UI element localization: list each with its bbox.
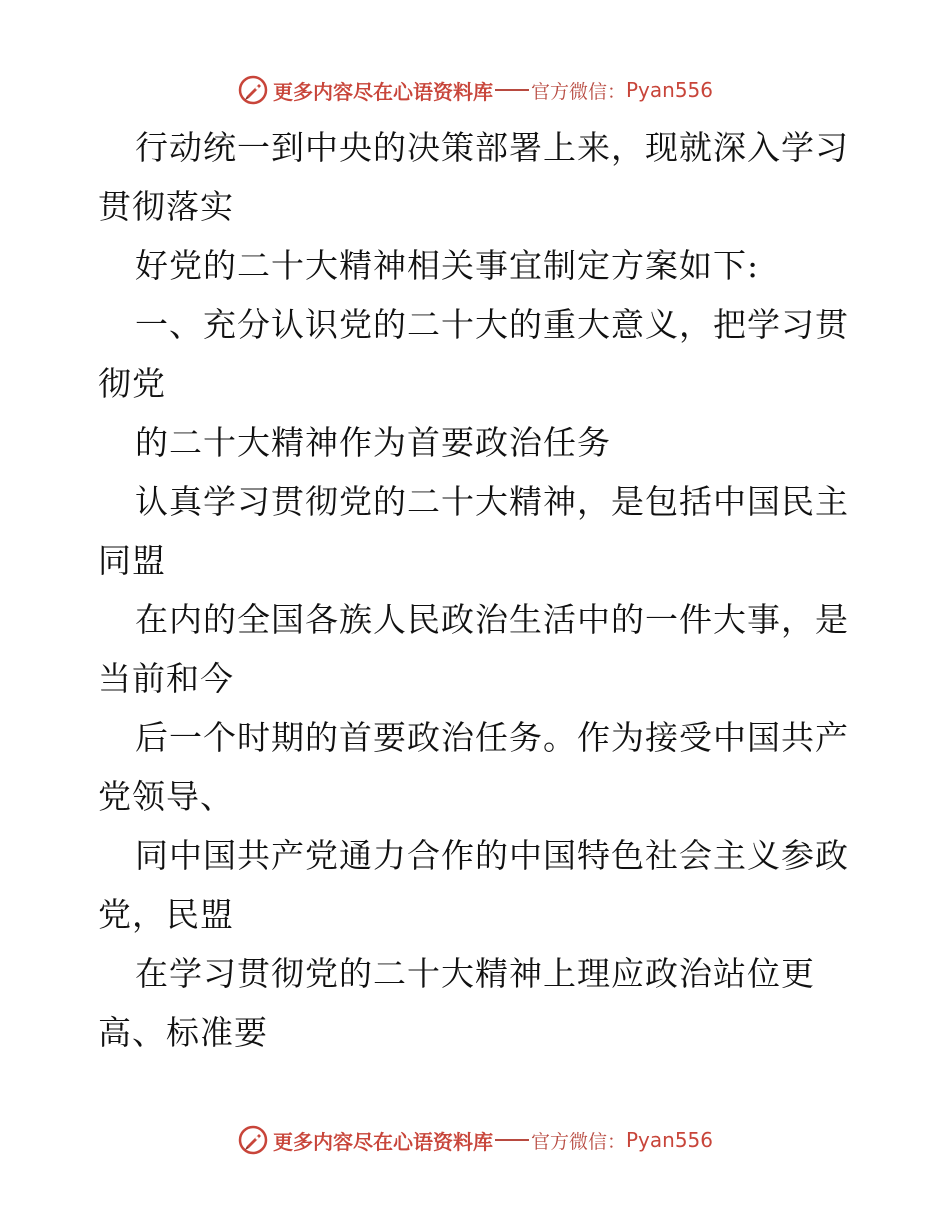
body-text-line: 好党的二十大精神相关事宜制定方案如下: xyxy=(135,246,760,285)
body-text-line: 后一个时期的首要政治任务。作为接受中国共产 xyxy=(135,718,849,757)
banner-main-text: 更多内容尽在心语资料库 xyxy=(272,79,493,104)
body-text-line: 的二十大精神作为首要政治任务 xyxy=(135,423,611,462)
body-text-line: 当前和今 xyxy=(98,659,234,698)
banner-dash xyxy=(495,1139,529,1141)
banner-main-text: 更多内容尽在心语资料库 xyxy=(272,1129,493,1154)
body-text-line: 同中国共产党通力合作的中国特色社会主义参政 xyxy=(135,836,849,875)
footer-banner xyxy=(0,1120,950,1160)
banner-wechat-id: Pyan556 xyxy=(626,1128,714,1152)
body-text-line: 彻党 xyxy=(98,364,166,403)
fountain-pen-logo-icon xyxy=(237,1124,269,1156)
body-text-line: 在学习贯彻党的二十大精神上理应政治站位更 xyxy=(135,954,815,993)
body-text-line: 党领导、 xyxy=(98,777,234,816)
banner-sub-text: 官方微信： xyxy=(530,1130,626,1153)
document-body xyxy=(98,118,858,1062)
banner-sub-text: 官方微信： xyxy=(530,80,626,103)
header-banner xyxy=(0,70,950,110)
body-text-line: 在内的全国各族人民政治生活中的一件大事，是 xyxy=(135,600,849,639)
body-text-line: 行动统一到中央的决策部署上来，现就深入学习 xyxy=(135,128,849,167)
banner-wechat-id: Pyan556 xyxy=(626,78,714,102)
body-text-line: 党，民盟 xyxy=(98,895,234,934)
body-text-line: 一、充分认识党的二十大的重大意义，把学习贯 xyxy=(135,305,849,344)
body-text-line: 同盟 xyxy=(98,541,166,580)
body-text-line: 认真学习贯彻党的二十大精神，是包括中国民主 xyxy=(135,482,849,521)
fountain-pen-logo-icon xyxy=(237,74,269,106)
banner-dash xyxy=(495,89,529,91)
body-text-line: 高、标准要 xyxy=(98,1013,268,1052)
body-text-line: 贯彻落实 xyxy=(98,187,234,226)
